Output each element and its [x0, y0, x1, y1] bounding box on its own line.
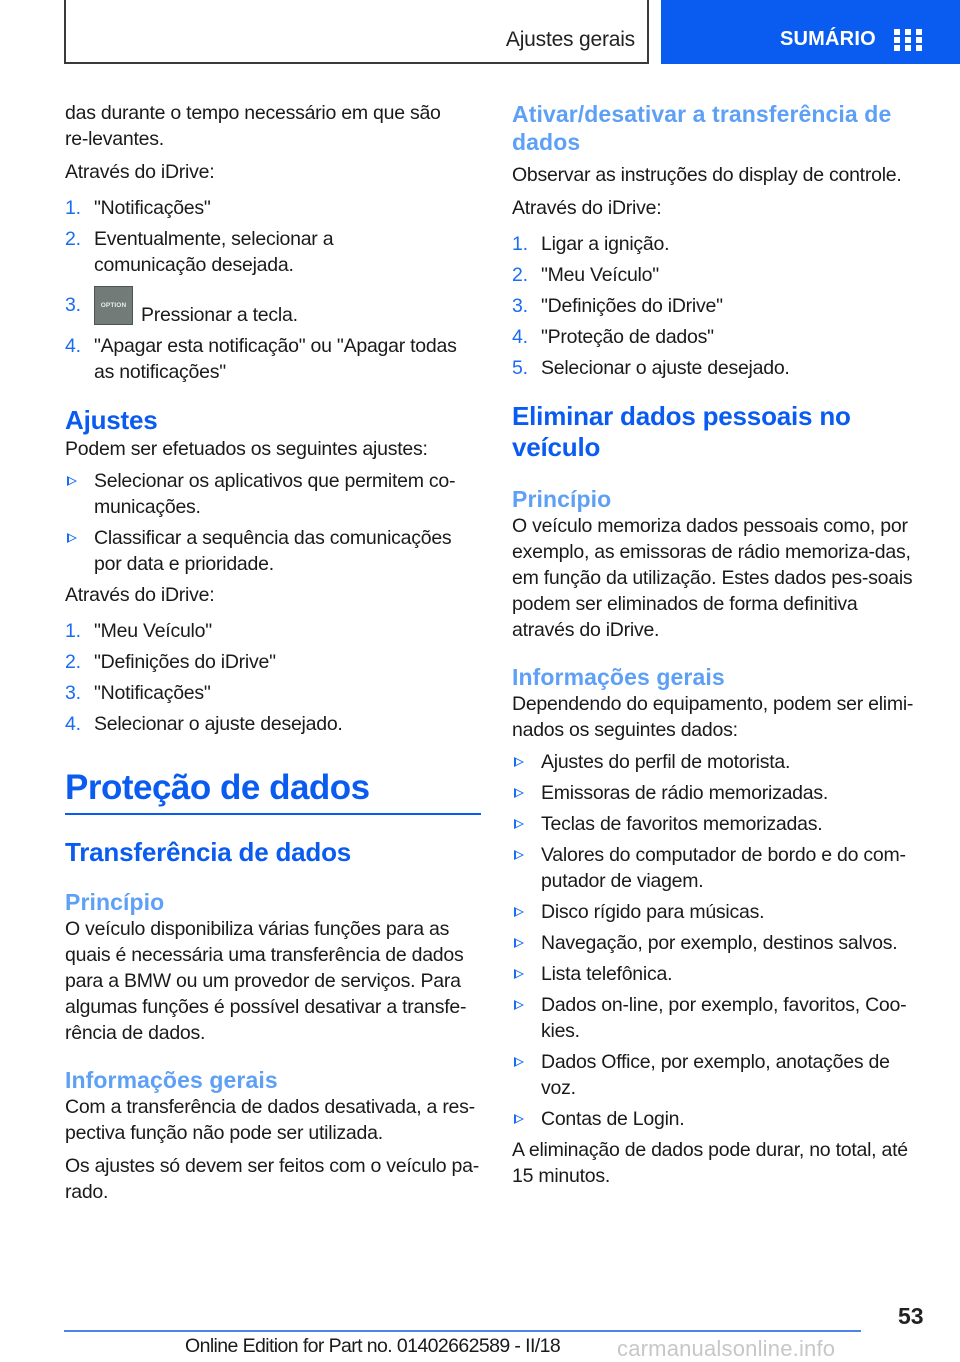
- footer-divider: [64, 1330, 861, 1332]
- ativar-text: Observar as instruções do display de controle.: [512, 164, 902, 186]
- intro-via: Através do iDrive:: [65, 161, 215, 183]
- ativar-heading: Ativar/desativar a transferência de dados: [512, 101, 892, 155]
- step-item: 4. Selecionar o ajuste desejado.: [65, 713, 343, 735]
- info-text-1: Com a transferência de dados desativada, a res-pectiva função não pode ser utilizada.: [65, 1096, 475, 1144]
- step-item: [65, 286, 465, 328]
- principio-heading: Princípio: [65, 889, 165, 915]
- protecao-heading: Proteção de dados: [65, 768, 370, 807]
- ativar-via: Através do iDrive:: [512, 197, 662, 219]
- triangle-bullet-icon: [514, 1114, 524, 1124]
- step-number: 3.: [65, 294, 81, 316]
- triangle-bullet-icon: [514, 1000, 524, 1010]
- eliminar-principio-heading: Princípio: [512, 486, 612, 512]
- step-item: [65, 195, 465, 221]
- step-item: [65, 333, 465, 385]
- step-item: 3. "Definições do iDrive": [512, 295, 723, 317]
- principio-text: O veículo disponibiliza várias funções para as quais é necessária uma transferência de dados para a BMW ou um provedor de serviços. Para algumas funções é possível desativar a transfe-rência de dados.: [65, 918, 467, 1044]
- bullet-item: Dados Office, por exemplo, anotações de voz.: [512, 1049, 917, 1101]
- bullet-item: Lista telefônica.: [512, 961, 917, 987]
- triangle-bullet-icon: [514, 788, 524, 798]
- transferencia-heading: Transferência de dados: [65, 837, 352, 867]
- page-number: 53: [898, 1303, 924, 1329]
- grid-icon: [894, 29, 922, 51]
- option-key-icon: OPTION: [94, 286, 133, 325]
- edition-text: Online Edition for Part no. 01402662589 - II/18: [185, 1335, 561, 1357]
- step-item: 3. "Notificações": [65, 682, 211, 704]
- step-item: 2. "Meu Veículo": [512, 264, 659, 286]
- triangle-bullet-icon: [514, 938, 524, 948]
- step-text: Eventualmente, selecionar a comunicação desejada.: [94, 228, 334, 276]
- ajustes-steps: [65, 618, 485, 737]
- step-number: 1.: [65, 197, 81, 219]
- header-section-box: [64, 0, 649, 64]
- step-text: Pressionar a tecla.: [141, 304, 298, 326]
- step-item: 4. "Proteção de dados": [512, 326, 714, 348]
- eliminar-info-heading: Informações gerais: [512, 664, 725, 690]
- step-number: 2.: [65, 228, 81, 250]
- contents-button[interactable]: [661, 0, 960, 64]
- triangle-bullet-icon: [514, 1057, 524, 1067]
- bullet-item: Dados on-line, por exemplo, favoritos, Coo-kies.: [512, 992, 917, 1044]
- notification-steps: [65, 195, 465, 385]
- eliminar-closing: A eliminação de dados pode durar, no total, até 15 minutos.: [512, 1139, 908, 1187]
- eliminar-principio-text: O veículo memoriza dados pessoais como, por exemplo, as emissoras de rádio memoriza-das, em função da utilização. Estes dados pes-soais podem ser eliminados de forma definitiva através do iDrive.: [512, 515, 913, 641]
- ajustes-via: Através do iDrive:: [65, 584, 215, 606]
- step-item: [65, 226, 465, 278]
- triangle-bullet-icon: [514, 850, 524, 860]
- bullet-item: Valores do computador de bordo e do com-putador de viagem.: [512, 842, 917, 894]
- ajustes-heading: Ajustes: [65, 405, 158, 435]
- bullet-item: Contas de Login.: [512, 1106, 917, 1132]
- contents-label: SUMÁRIO: [780, 28, 876, 50]
- bullet-item: Classificar a sequência das comunicações por data e prioridade.: [65, 525, 465, 577]
- bullet-item: Selecionar os aplicativos que permitem co-municações.: [65, 468, 465, 520]
- right-column: [512, 100, 922, 1189]
- step-item: 1. "Meu Veículo": [65, 620, 212, 642]
- info-text-2: Os ajustes só devem ser feitos com o veículo pa-rado.: [65, 1155, 479, 1203]
- section-title: Ajustes gerais: [505, 28, 635, 51]
- triangle-bullet-icon: [514, 757, 524, 767]
- step-text: "Notificações": [94, 197, 211, 219]
- info-heading: Informações gerais: [65, 1067, 278, 1093]
- triangle-bullet-icon: [514, 907, 524, 917]
- step-item: 5. Selecionar o ajuste desejado.: [512, 357, 790, 379]
- bullet-item: Navegação, por exemplo, destinos salvos.: [512, 930, 917, 956]
- triangle-bullet-icon: [67, 476, 77, 486]
- intro-text: das durante o tempo necessário em que são re-levantes.: [65, 102, 441, 150]
- ajustes-bullets: [65, 468, 465, 577]
- watermark-link[interactable]: carmanualsonline.info: [617, 1336, 836, 1361]
- step-item: 1. Ligar a ignição.: [512, 233, 670, 255]
- step-number: 4.: [65, 335, 81, 357]
- protecao-heading-block: [65, 767, 481, 815]
- bullet-item: Emissoras de rádio memorizadas.: [512, 780, 917, 806]
- step-item: 2. "Definições do iDrive": [65, 651, 276, 673]
- ativar-steps: [512, 231, 922, 381]
- triangle-bullet-icon: [514, 969, 524, 979]
- ajustes-intro: Podem ser efetuados os seguintes ajustes:: [65, 438, 428, 460]
- bullet-item: Ajustes do perfil de motorista.: [512, 749, 917, 775]
- eliminar-info-text: Dependendo do equipamento, podem ser elimi-nados os seguintes dados:: [512, 693, 914, 741]
- triangle-bullet-icon: [67, 533, 77, 543]
- bullet-item: Teclas de favoritos memorizadas.: [512, 811, 917, 837]
- eliminar-heading: Eliminar dados pessoais no veículo: [512, 401, 851, 462]
- eliminar-bullets: [512, 749, 917, 1132]
- step-text: "Apagar esta notificação" ou "Apagar todas as notificações": [94, 335, 457, 383]
- bullet-item: Disco rígido para músicas.: [512, 899, 917, 925]
- left-column: [65, 100, 485, 1205]
- triangle-bullet-icon: [514, 819, 524, 829]
